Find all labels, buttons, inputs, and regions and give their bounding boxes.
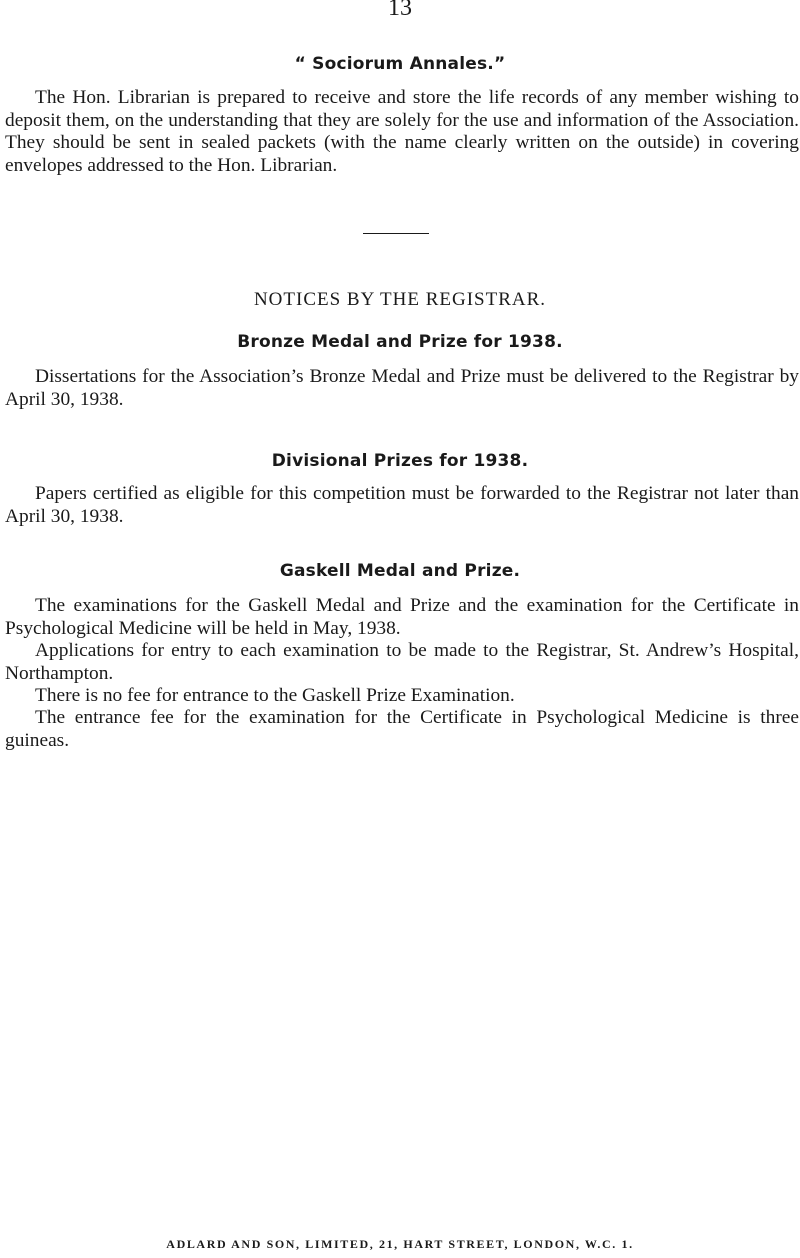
gaskell-paragraph-applications: Applications for entry to each examination to be made to the Registrar, St. Andrew’s Hospital, Northampton. — [5, 640, 799, 684]
page-number: 13 — [388, 0, 412, 21]
divisional-prizes-paragraph: Papers certified as eligible for this competition must be forwarded to the Registrar not later than April 30, 1938. — [5, 483, 799, 527]
gaskell-paragraph-no-fee: There is no fee for entrance to the Gaskell Prize Examination. — [35, 685, 515, 706]
bronze-medal-paragraph: Dissertations for the Association’s Bronze Medal and Prize must be delivered to the Registrar by April 30, 1938. — [5, 366, 799, 410]
printer-imprint: ADLARD AND SON, LIMITED, 21, HART STREET, LONDON, W.C. 1. — [166, 1237, 634, 1251]
gaskell-paragraph-examinations: The examinations for the Gaskell Medal and Prize and the examination for the Certificate in Psychological Medicine will be held in May, 1938. — [5, 595, 799, 639]
gaskell-paragraph-entrance-fee: The entrance fee for the examination for the Certificate in Psychological Medicine is three guineas. — [5, 707, 799, 751]
divisional-prizes-heading: Divisional Prizes for 1938. — [271, 451, 529, 471]
section-divider — [363, 233, 429, 234]
gaskell-medal-heading: Gaskell Medal and Prize. — [279, 561, 521, 581]
sociorum-annales-heading: “ Sociorum Annales.” — [294, 54, 506, 74]
notices-heading: NOTICES BY THE REGISTRAR. — [253, 289, 547, 310]
bronze-medal-heading: Bronze Medal and Prize for 1938. — [237, 332, 563, 352]
sociorum-annales-paragraph: The Hon. Librarian is prepared to receive and store the life records of any member wishing to deposit them, on the understanding that they are solely for the use and information of the Association. They should be sent in sealed packets (with the name clearly written on the outside) in covering envelopes addressed to the Hon. Librarian. — [5, 87, 799, 176]
